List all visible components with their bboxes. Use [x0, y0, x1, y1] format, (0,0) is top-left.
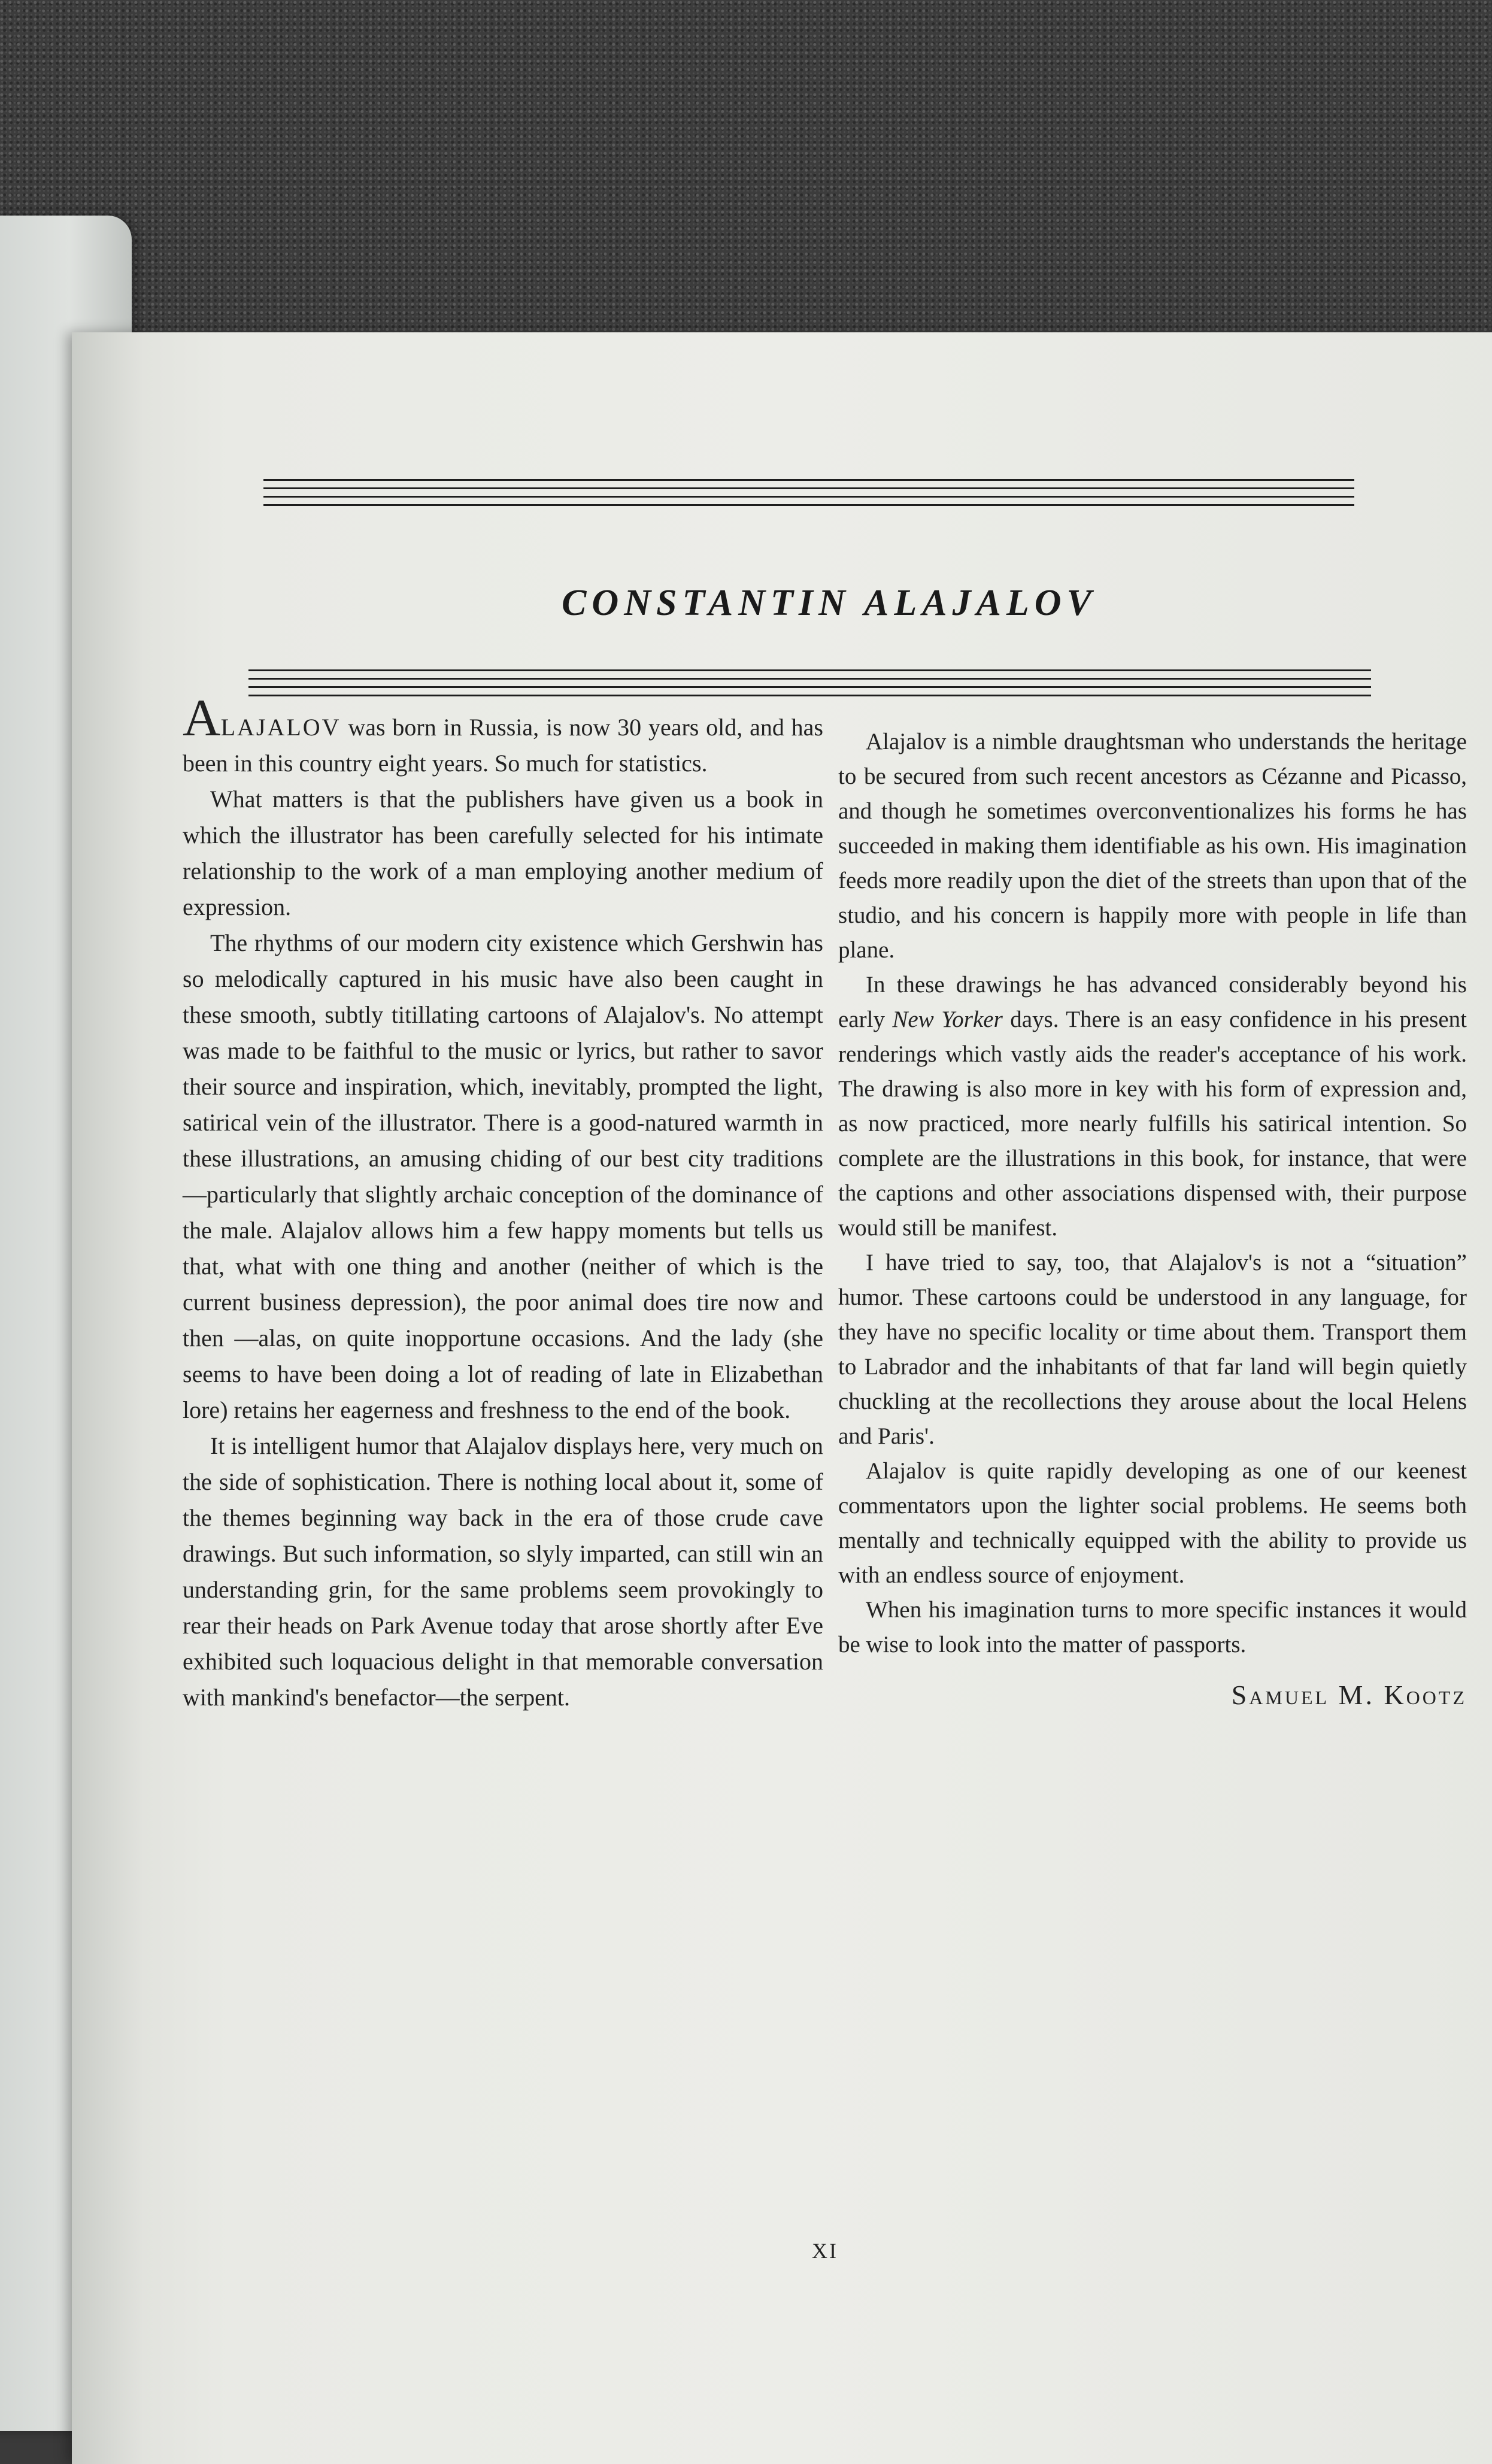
paragraph: [838, 968, 1467, 1245]
paragraph: What matters is that the publishers have given us a book in which the illustrator has been carefully selected for his intimate relationship to the work of a man employing another medium of expression.: [183, 786, 823, 920]
opening-smallcaps: LAJALOV: [220, 714, 341, 741]
author-signature: Samuel M. Kootz: [1231, 1680, 1467, 1710]
paragraph-text: In these drawings he has advanced considerably beyond his early: [838, 972, 1467, 1032]
paragraph: I have tried to say, too, that Alajalov's is not a “situation” humor. These cartoons could be understood in any language, for they have no specific locality or time about them. Transport them to Labrador and the inhabitants of that far land will begin quietly chuckling at the recollections they arouse about the local Helens and Paris'.: [838, 1250, 1467, 1449]
paragraph: The rhythms of our modern city existence which Gershwin has so melodically captured in his music have also been caught in these smooth, subtly titillating cartoons of Alajalov's. No attempt was made to be faithful to the music or lyrics, but rather to savor their source and inspiration, which, inevitably, prompted the light, satirical vein of the illustrator. There is a good-natured warmth in these illustrations, an amusing chiding of our best city traditions —particularly that slightly archaic conception of the dominance of the male. Alajalov allows him a few happy moments but tells us that, what with one thing and another (neither of which is the current business depression), the poor animal does tire now and then —alas, on quite inopportune occasions. And the lady (she seems to have been doing a lot of reading of late in Elizabethan lore) retains her eagerness and freshness to the end of the book.: [183, 929, 823, 1423]
italic-title: New Yorker: [892, 1007, 1003, 1032]
paragraph: When his imagination turns to more specific instances it would be wise to look into the matter of passports.: [838, 1597, 1467, 1657]
page-title: CONSTANTIN ALAJALOV: [562, 582, 1097, 623]
paragraph: Alajalov is a nimble draughtsman who understands the heritage to be secured from such recent ancestors as Cézanne and Picasso, and though he sometimes overconventionalizes his forms he has succeeded in making them identifiable as his own. His imagination feeds more readily upon the diet of the streets than upon that of the studio, and his concern is happily more with people in life than plane.: [838, 729, 1467, 963]
right-text-column: [838, 725, 1467, 1713]
bottom-ruled-lines: [248, 669, 1371, 703]
paragraph-text: was born in Russia, is now 30 years old, and has been in this country eight years. So much for statistics.: [183, 714, 823, 777]
drop-cap: A: [183, 689, 221, 747]
page-number: XI: [812, 2239, 838, 2263]
left-text-column: [183, 689, 823, 1716]
paragraph: Alajalov is quite rapidly developing as one of our keenest commentators upon the lighter social problems. He seems both mentally and technically equipped with the ability to provide us with an endless source of enjoyment.: [838, 1458, 1467, 1588]
carpet-background: [0, 0, 1492, 383]
paragraph: It is intelligent humor that Alajalov displays here, very much on the side of sophistication. There is nothing local about it, some of the themes beginning way back in the era of those crude cave drawings. But such information, so slyly imparted, can still win an understanding grin, for the same problems seem provokingly to rear their heads on Park Avenue today that arose shortly after Eve exhibited such loquacious delight in that memorable conversation with mankind's benefactor—the serpent.: [183, 1432, 823, 1711]
paragraph-text: days. There is an easy confidence in his present renderings which vastly aids the reader's acceptance of his work. The drawing is also more in key with his form of expression and, as now practiced, more nearly fulfills his satirical intention. So complete are the illustrations in this book, for instance, that were the captions and other associations dispensed with, their purpose would still be manifest.: [838, 1007, 1467, 1241]
paragraph: [183, 689, 823, 781]
top-ruled-lines: [263, 479, 1354, 513]
